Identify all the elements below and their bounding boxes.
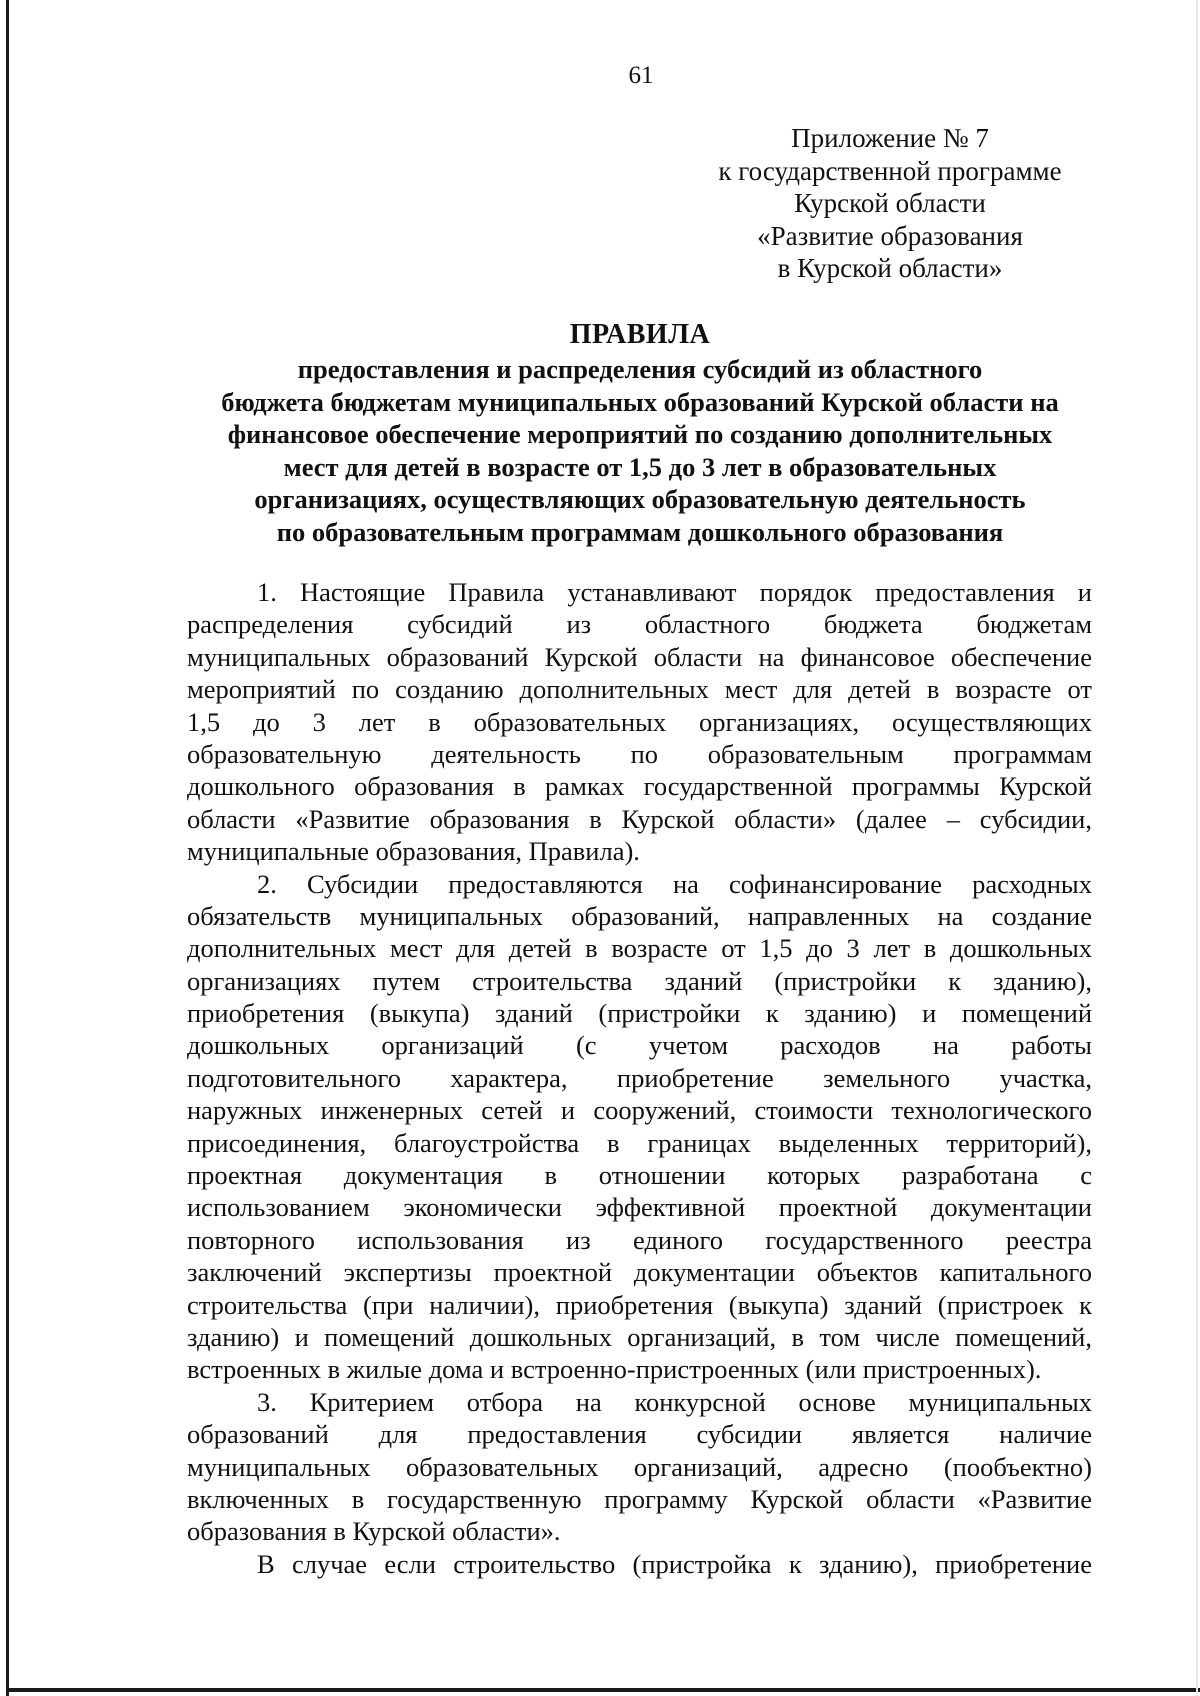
document-title: ПРАВИЛА bbox=[569, 319, 711, 350]
body-line: наружных инженерных сетей и сооружений, стоимости технологического bbox=[187, 1095, 1092, 1126]
body-line: дошкольных организаций (с учетом расходов на работы bbox=[187, 1030, 1092, 1061]
body-line: использованием экономически эффективной проектной документации bbox=[187, 1192, 1092, 1223]
subtitle-line: мест для детей в возрасте от 1,5 до 3 лет в образовательных bbox=[283, 451, 997, 482]
subtitle-line: организациях, осуществляющих образовательную деятельность bbox=[254, 484, 1026, 514]
appendix-line: Курской области bbox=[794, 188, 986, 218]
body-line: присоединения, благоустройства в границах выделенных территорий), bbox=[187, 1127, 1092, 1158]
body-line: дошкольного образования в рамках государственной программы Курской bbox=[187, 771, 1092, 802]
body-line: муниципальные образования, Правила). bbox=[187, 836, 640, 867]
body-line: 3. Критерием отбора на конкурсной основе муниципальных bbox=[257, 1386, 1092, 1417]
appendix-note bbox=[680, 122, 1100, 285]
appendix-line: «Развитие образования bbox=[757, 220, 1023, 251]
body-line: 1. Настоящие Правила устанавливают порядок предоставления и bbox=[257, 577, 1092, 607]
body-line: организациях путем строительства зданий (пристройки к зданию), bbox=[187, 965, 1092, 996]
body-line: муниципальных образовательных организаций, адресно (пообъектно) bbox=[187, 1451, 1092, 1482]
appendix-line: в Курской области» bbox=[777, 253, 1003, 283]
appendix-line: к государственной программе bbox=[718, 155, 1062, 186]
document-body bbox=[187, 576, 1092, 1580]
body-line: подготовительного характера, приобретение земельного участка, bbox=[187, 1062, 1092, 1093]
body-line: распределения субсидий из областного бюджета бюджетам bbox=[187, 609, 1092, 640]
body-line: образовательную деятельность по образовательным программам bbox=[187, 738, 1092, 769]
page-number: 61 bbox=[628, 62, 654, 89]
body-line: строительства (при наличии), приобретения (выкупа) зданий (пристроек к bbox=[187, 1289, 1092, 1320]
document-subtitle bbox=[180, 353, 1100, 548]
subtitle-line: по образовательным программам дошкольного образования bbox=[276, 516, 1004, 547]
body-line: включенных в государственную программу Курской области «Развитие bbox=[187, 1483, 1092, 1514]
body-line: области «Развитие образования в Курской области» (далее – субсидии, bbox=[187, 803, 1092, 834]
subtitle-line: бюджета бюджетам муниципальных образований Курской области на bbox=[221, 386, 1059, 417]
body-line: проектная документация в отношении которых разработана с bbox=[187, 1160, 1092, 1191]
document-title-block bbox=[180, 317, 1100, 548]
body-line: образований для предоставления субсидии является наличие bbox=[187, 1419, 1092, 1450]
body-line: заключений экспертизы проектной документации объектов капитального bbox=[187, 1257, 1092, 1288]
body-line: повторного использования из единого государственного реестра bbox=[187, 1224, 1092, 1255]
body-line: В случае если строительство (пристройка к зданию), приобретение bbox=[257, 1548, 1092, 1579]
subtitle-line: предоставления и распределения субсидий из областного bbox=[297, 354, 983, 384]
body-line: 2. Субсидии предоставляются на софинансирование расходных bbox=[257, 868, 1092, 899]
body-line: 1,5 до 3 лет в образовательных организациях, осуществляющих bbox=[187, 706, 1092, 737]
appendix-line: Приложение № 7 bbox=[791, 123, 989, 153]
body-line: дополнительных мест для детей в возрасте от 1,5 до 3 лет в дошкольных bbox=[187, 933, 1092, 964]
body-line: зданию) и помещений дошкольных организаций, в том числе помещений, bbox=[187, 1321, 1092, 1352]
scan-border-bottom bbox=[6, 1688, 1200, 1692]
subtitle-line: финансовое обеспечение мероприятий по созданию дополнительных bbox=[227, 419, 1053, 449]
body-line: образования в Курской области». bbox=[187, 1516, 561, 1547]
body-line: встроенных в жилые дома и встроенно-пристроенных (или пристроенных). bbox=[187, 1354, 1042, 1385]
body-line: муниципальных образований Курской области на финансовое обеспечение bbox=[187, 641, 1092, 672]
scan-border-left bbox=[6, 0, 9, 1696]
body-line: мероприятий по созданию дополнительных мест для детей в возрасте от bbox=[187, 674, 1092, 705]
body-line: приобретения (выкупа) зданий (пристройки к зданию) и помещений bbox=[187, 998, 1092, 1029]
scan-border-right bbox=[1196, 0, 1198, 1696]
body-line: обязательств муниципальных образований, направленных на создание bbox=[187, 900, 1092, 931]
